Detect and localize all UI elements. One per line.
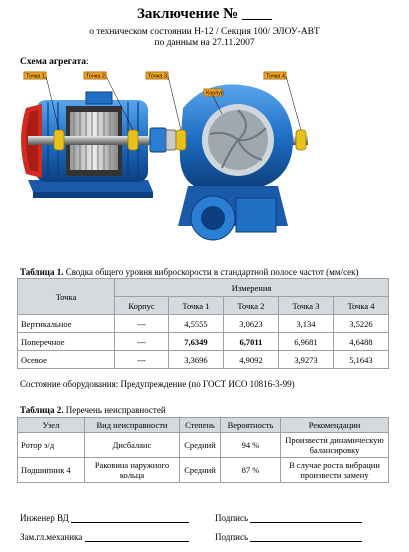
col-point: Точка [18,279,115,315]
document-date: по данным на 27.11.2007 [154,38,255,48]
bearing-4 [296,130,306,150]
svg-text:Корпус: Корпус [206,90,224,97]
bearing-2 [128,130,138,150]
document-subtitle: о техническом состоянии Н-12 / Секция 100/ ЭЛОУ-АВТ [89,27,320,37]
col-measurements: Измерения [115,279,389,297]
equipment-status: Состояние оборудования: Предупреждение (по ГОСТ ИСО 10816-3-99) [20,379,295,389]
table-row: Осевое --- 3,3696 4,9092 3,9273 5,1643 [18,351,389,369]
deputy-signature-line: Зам.гл.механика [20,532,189,542]
svg-text:Точка 2: Точка 2 [86,73,105,80]
svg-text:Точка 1: Точка 1 [26,73,45,80]
pump-casing [178,84,293,240]
subheader: Корпус [115,297,169,315]
faults-table [17,417,389,483]
col-fault: Вид неисправности [85,418,180,433]
subheader: Точка 3 [278,297,333,315]
col-degree: Степень [180,418,221,433]
point-label-3 [146,72,181,130]
subheader: Точка 1 [168,297,223,315]
col-recommendations: Рекомендации [281,418,389,433]
col-probability: Вероятность [221,418,281,433]
motor-base [28,180,153,198]
col-node: Узел [18,418,85,433]
scheme-heading: Схема агрегата: [20,57,89,67]
table2-caption: Таблица 2. Перечень неисправностей [20,405,166,415]
coupling [150,128,176,152]
table-row: Ротор э/д Дисбаланс Средний 94 % Произвести динамическую балансировку [18,433,389,458]
table-row: Вертикальное --- 4,5555 3,0623 3,134 3,5226 [18,315,389,333]
engineer-signature-line: Инженер ВД [20,513,189,523]
vibration-table [17,278,389,369]
table-row: Поперечное --- 7,6349 6,7011 6,9681 4,6488 [18,333,389,351]
subheader: Точка 4 [333,297,388,315]
bearing-1 [54,130,64,150]
document-title: Заключение № ____ [137,6,272,22]
table-row: Подшипник 4 Раковина наружного кольца Средний 87 % В случае роста вибрации произвести замену [18,458,389,483]
unit-diagram [8,68,308,253]
table1-caption: Таблица 1. Сводка общего уровня виброскорости в стандартной полосе частот (мм/сек) [20,267,359,277]
svg-text:Точка 3: Точка 3 [148,73,167,80]
svg-text:Точка 4: Точка 4 [266,73,285,80]
engineer-sign-field: Подпись [215,513,362,523]
subheader: Точка 2 [223,297,278,315]
bearing-3 [176,130,186,150]
deputy-sign-field: Подпись [215,532,362,542]
